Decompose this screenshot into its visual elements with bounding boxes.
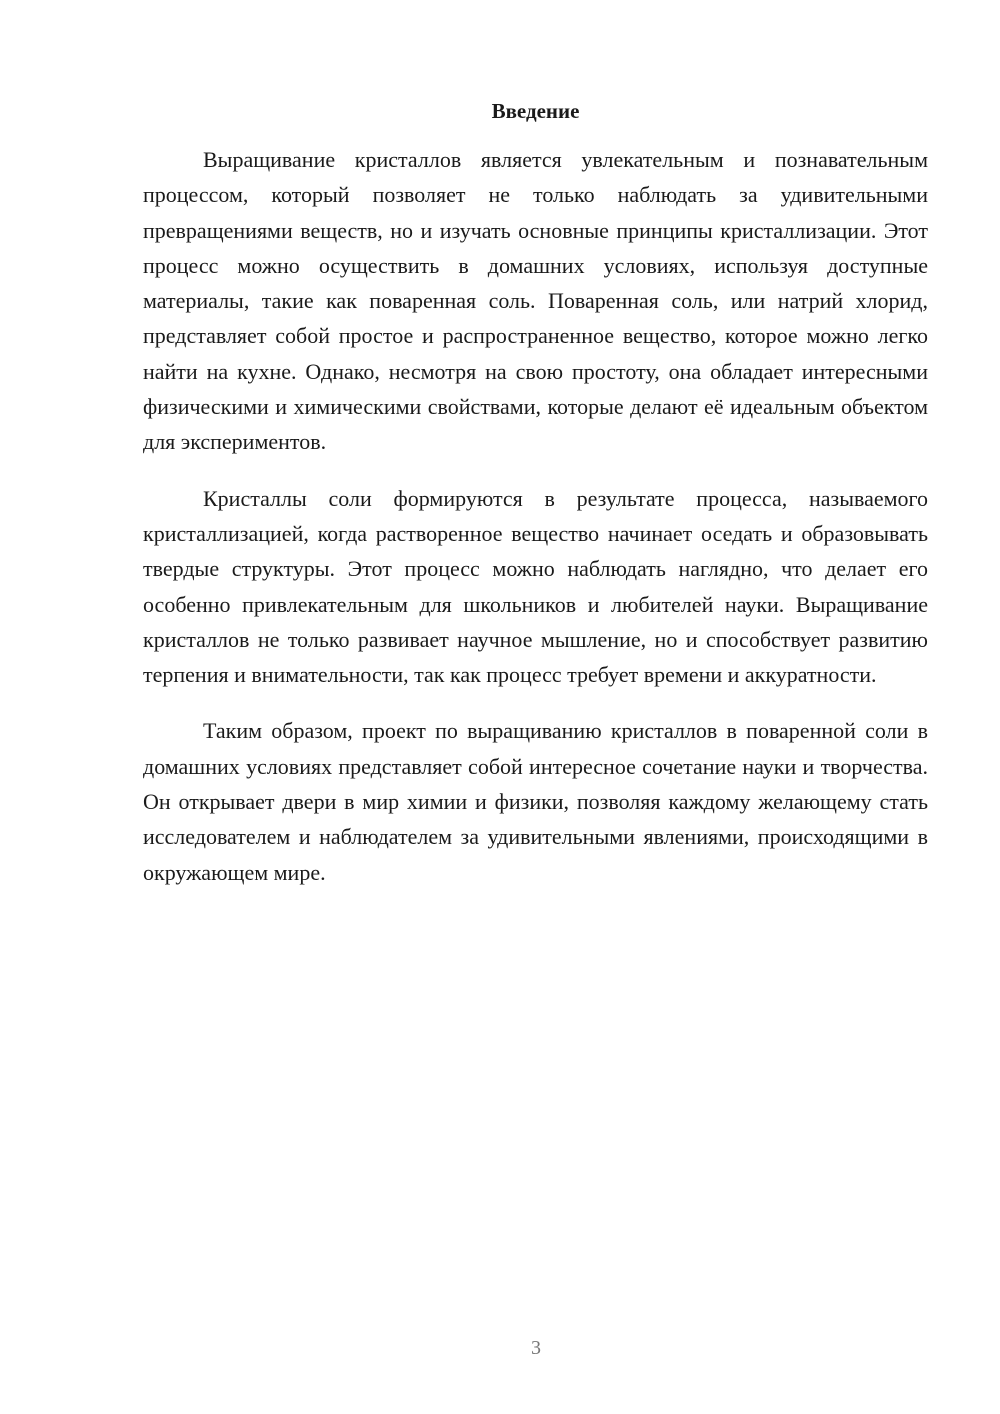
- page-number: 3: [531, 1337, 541, 1359]
- paragraph-3: Таким образом, проект по выращиванию кристаллов в поваренной соли в домашних условиях представляет собой интересное сочетание науки и творчества. Он открывает двери в мир химии и физики, позволяя каждому желающему стать исследователем и наблюдателем за удивительными явлениями, происходящими в окружающем мире.: [143, 718, 928, 885]
- page-title: Введение: [491, 99, 580, 123]
- paragraph-1: Выращивание кристаллов является увлекательным и познавательным процессом, который позволяет не только наблюдать за удивительными превращениями веществ, но и изучать основные принципы кристаллизации. Этот процесс можно осуществить в домашних условиях, используя доступные материалы, такие как поваренная соль. Поваренная соль, или натрий хлорид, представляет собой простое и распространенное вещество, которое можно легко найти на кухне. Однако, несмотря на свою простоту, она обладает интересными физическими и химическими свойствами, которые делают её идеальным объектом для экспериментов.: [143, 147, 928, 455]
- document-body: [143, 142, 928, 890]
- paragraph-2: Кристаллы соли формируются в результате процесса, называемого кристаллизацией, когда растворенное вещество начинает оседать и образовывать твердые структуры. Этот процесс можно наблюдать наглядно, что делает его особенно привлекательным для школьников и любителей науки. Выращивание кристаллов не только развивает научное мышление, но и способствует развитию терпения и внимательности, так как процесс требует времени и аккуратности.: [143, 485, 928, 688]
